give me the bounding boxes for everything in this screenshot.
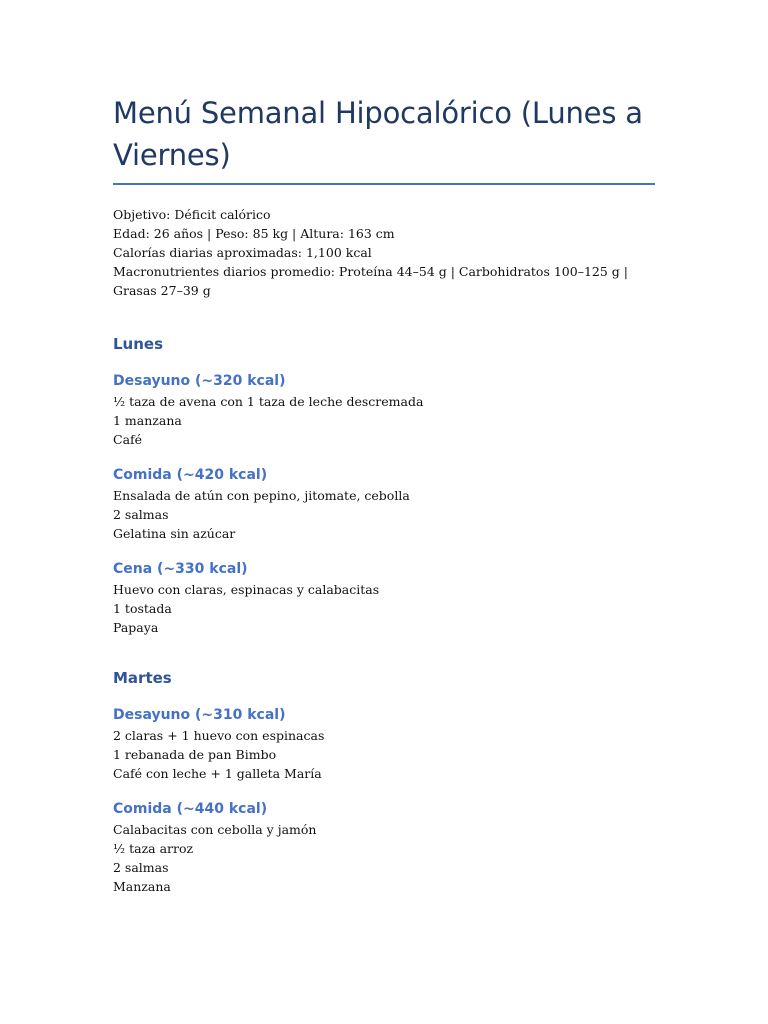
meal-heading-martes-desayuno: Desayuno (~310 kcal) bbox=[113, 707, 286, 723]
meal-item: ½ taza de avena con 1 taza de leche descremada bbox=[113, 394, 424, 409]
title-underline bbox=[113, 183, 655, 185]
meal-item: 1 manzana bbox=[113, 413, 182, 428]
objective-line: Objetivo: Déficit calórico bbox=[113, 207, 271, 222]
meal-item: Calabacitas con cebolla y jamón bbox=[113, 822, 317, 837]
meal-item: 2 claras + 1 huevo con espinacas bbox=[113, 728, 325, 743]
meal-items-lunes-desayuno bbox=[113, 392, 655, 449]
meal-item: Café bbox=[113, 432, 143, 447]
meal-item: Huevo con claras, espinacas y calabacitas bbox=[113, 582, 380, 597]
meal-item: Ensalada de atún con pepino, jitomate, cebolla bbox=[113, 488, 410, 503]
meal-heading-lunes-desayuno: Desayuno (~320 kcal) bbox=[113, 373, 286, 389]
document-page bbox=[113, 92, 655, 896]
meal-item: 1 rebanada de pan Bimbo bbox=[113, 747, 277, 762]
meal-item: 1 tostada bbox=[113, 601, 172, 616]
meal-heading-lunes-cena: Cena (~330 kcal) bbox=[113, 561, 248, 577]
meal-item: Manzana bbox=[113, 879, 171, 894]
meal-item: ½ taza arroz bbox=[113, 841, 194, 856]
meal-item: 2 salmas bbox=[113, 507, 169, 522]
meal-items-martes-comida bbox=[113, 820, 655, 896]
macros-line: Macronutrientes diarios promedio: Proteína 44–54 g | Carbohidratos 100–125 g | Grasas 27–39 g bbox=[113, 264, 628, 298]
intro-block bbox=[113, 205, 655, 300]
meal-heading-lunes-comida: Comida (~420 kcal) bbox=[113, 467, 268, 483]
profile-line: Edad: 26 años | Peso: 85 kg | Altura: 163 cm bbox=[113, 226, 395, 241]
day-heading-lunes: Lunes bbox=[113, 335, 164, 353]
calories-line: Calorías diarias aproximadas: 1,100 kcal bbox=[113, 245, 372, 260]
meal-items-lunes-comida bbox=[113, 486, 655, 543]
meal-item: Café con leche + 1 galleta María bbox=[113, 766, 322, 781]
document-title: Menú Semanal Hipocalórico (Lunes a Viernes) bbox=[113, 96, 643, 172]
meal-items-lunes-cena bbox=[113, 580, 655, 637]
meal-heading-martes-comida: Comida (~440 kcal) bbox=[113, 801, 268, 817]
meal-item: Gelatina sin azúcar bbox=[113, 526, 236, 541]
meal-item: 2 salmas bbox=[113, 860, 169, 875]
meal-item: Papaya bbox=[113, 620, 159, 635]
day-heading-martes: Martes bbox=[113, 669, 172, 687]
meal-items-martes-desayuno bbox=[113, 726, 655, 783]
